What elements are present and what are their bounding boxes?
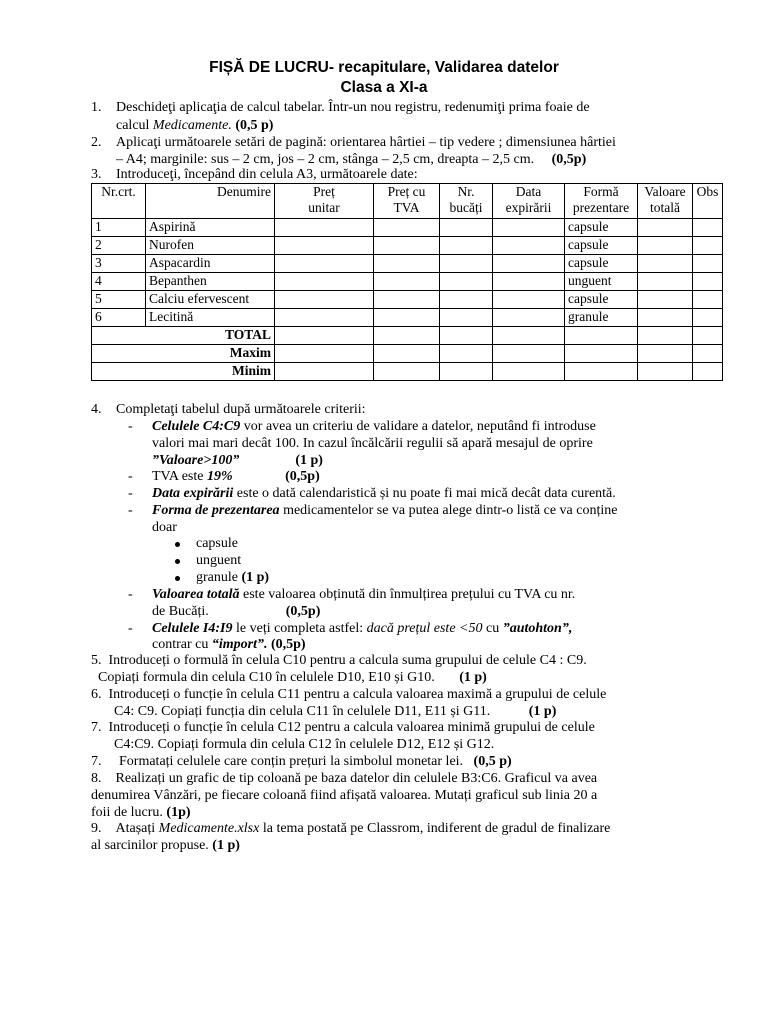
task-7-line1: 7. Introduceți o funcție în celula C12 pentru a calcula valoarea minimă grupului de celule [91,720,595,735]
dash-marker: - [128,621,133,636]
bullet-icon [175,559,180,564]
cell-empty [440,255,493,273]
option-capsule: capsule [196,536,238,551]
cell-empty [275,327,374,345]
task-3-line1: Introduceţi, începând din celula A3, următoarele date: [116,167,418,182]
task-8-line2: denumirea Vânzări, pe fiecare coloană fiind afișată valoarea. Mutați graficul sub linia 20 a [91,788,598,803]
cell-empty [493,309,565,327]
cell-maxim-label: Maxim [92,345,275,363]
task-4-number: 4. [91,402,102,417]
medicine-table [91,183,723,381]
task-1-line1: Deschideţi aplicaţia de calcul tabelar. Într-un nou registru, redenumiţi prima foaie de [116,100,590,115]
cell-empty [693,273,723,291]
header-pret-tva: Preț cu TVA [374,184,440,219]
table-row [92,291,723,309]
cell-empty [493,219,565,237]
cell-empty [275,363,374,381]
task-5-line2: Copiați formula din celula C10 în celulele D10, E10 și G10. (1 p) [98,670,487,685]
cell-empty [440,363,493,381]
cell-empty [493,273,565,291]
task-2-line1: Aplicaţi următoarele setări de pagină: orientarea hârtiei – tip vedere ; dimensiunea hârtiei [116,135,616,150]
cell-empty [440,219,493,237]
task-8-line3: foii de lucru. (1p) [91,805,191,820]
cell-empty [693,345,723,363]
table-row [92,273,723,291]
page-title: FIȘĂ DE LUCRU- recapitulare, Validarea datelor [209,59,559,76]
task-8-line1: 8. Realizați un grafic de tip coloană pe baza datelor din celulele B3:C6. Graficul va avea [91,771,598,786]
criterion-2: TVA este 19% (0,5p) [152,469,320,484]
cell-empty [374,345,440,363]
cell-empty [565,327,638,345]
cell-empty [275,291,374,309]
cell-empty [440,327,493,345]
task-4-intro: Completaţi tabelul după următoarele criterii: [116,402,366,417]
cell-forma: capsule [565,219,638,237]
cell-nr: 3 [92,255,146,273]
cell-forma: unguent [565,273,638,291]
header-valoare: Valoare totală [638,184,693,219]
bullet-icon [175,542,180,547]
bullet-icon [175,576,180,581]
criterion-6-line2: contrar cu “import”. (0,5p) [152,637,306,652]
cell-empty [374,291,440,309]
cell-nr: 2 [92,237,146,255]
criterion-1-line2: valori mai mari decât 100. In cazul încălcării regulii să apară mesajul de oprire [152,436,593,451]
cell-empty [493,363,565,381]
cell-empty [374,219,440,237]
table-row [92,219,723,237]
cell-empty [440,237,493,255]
cell-empty [638,327,693,345]
table-summary-row [92,363,723,381]
task-9-line1: 9. Atașați Medicamente.xlsx la tema postată pe Classrom, indiferent de gradul de finalizare [91,821,611,836]
cell-nr: 1 [92,219,146,237]
task-3-number: 3. [91,167,102,182]
table-header-row [92,184,723,219]
option-unguent: unguent [196,553,242,568]
dash-marker: - [128,486,133,501]
cell-denumire: Nurofen [146,237,275,255]
cell-empty [440,345,493,363]
dash-marker: - [128,503,133,518]
task-2-line2: – A4; marginile: sus – 2 cm, jos – 2 cm, stânga – 2,5 cm, dreapta – 2,5 cm. (0,5p) [116,152,587,167]
cell-empty [493,237,565,255]
header-nr-bucati: Nr. bucăți [440,184,493,219]
cell-denumire: Lecitină [146,309,275,327]
page-subtitle: Clasa a XI-a [340,79,428,96]
task-1-line2: calcul Medicamente. (0,5 p) [116,118,274,133]
cell-empty [374,237,440,255]
cell-empty [440,309,493,327]
cell-total-label: TOTAL [92,327,275,345]
cell-empty [493,291,565,309]
header-obs: Obs [693,184,723,219]
task-9-line2: al sarcinilor propuse. (1 p) [91,838,240,853]
task-7b-line1: 7. Formatați celulele care conțin prețuri la simbolul monetar lei. (0,5 p) [91,754,512,769]
cell-empty [693,291,723,309]
cell-empty [275,255,374,273]
cell-empty [693,255,723,273]
cell-nr: 5 [92,291,146,309]
cell-empty [374,327,440,345]
task-1-number: 1. [91,100,102,115]
cell-empty [493,327,565,345]
criterion-3: Data expirării este o dată calendaristică și nu poate fi mai mică decât data curentă. [152,486,616,501]
cell-nr: 6 [92,309,146,327]
criterion-1-line3: ”Valoare>100” (1 p) [152,453,323,468]
cell-empty [374,273,440,291]
cell-empty [275,309,374,327]
table-summary-row [92,345,723,363]
cell-empty [693,237,723,255]
cell-empty [275,237,374,255]
cell-minim-label: Minim [92,363,275,381]
task-6-line1: 6. Introduceți o funcție în celula C11 pentru a calcula valoarea maximă a grupului de celule [91,687,607,702]
dash-marker: - [128,419,133,434]
cell-empty [638,255,693,273]
cell-denumire: Calciu efervescent [146,291,275,309]
task-6-line2: C4: C9. Copiați funcția din celula C11 în celulele D11, E11 și G11. (1 p) [114,704,557,719]
cell-empty [374,255,440,273]
criterion-5-line2: de Bucăți. (0,5p) [152,604,321,619]
cell-empty [374,363,440,381]
task-2-number: 2. [91,135,102,150]
cell-empty [374,309,440,327]
cell-empty [638,237,693,255]
table-row [92,309,723,327]
task-5-line1: 5. Introduceți o formulă în celula C10 pentru a calcula suma grupului de celule C4 : C9. [91,653,587,668]
cell-empty [693,363,723,381]
cell-empty [638,309,693,327]
cell-empty [638,363,693,381]
table-row [92,255,723,273]
criterion-4-line2: doar [152,520,177,535]
cell-empty [440,291,493,309]
criterion-4-line1: Forma de prezentarea medicamentelor se va putea alege dintr-o listă ce va conține [152,503,618,518]
cell-empty [693,327,723,345]
cell-denumire: Aspacardin [146,255,275,273]
table-row [92,237,723,255]
cell-empty [565,345,638,363]
cell-empty [440,273,493,291]
cell-empty [693,309,723,327]
cell-empty [275,345,374,363]
dash-marker: - [128,469,133,484]
table-summary-row [92,327,723,345]
cell-denumire: Aspirină [146,219,275,237]
cell-empty [693,219,723,237]
cell-forma: granule [565,309,638,327]
cell-empty [275,219,374,237]
header-nr: Nr.crt. [92,184,146,219]
cell-forma: capsule [565,255,638,273]
criterion-1-line1: Celulele C4:C9 vor avea un criteriu de validare a datelor, neputând fi introduse [152,419,596,434]
header-forma: Formă prezentare [565,184,638,219]
cell-empty [638,291,693,309]
cell-empty [493,345,565,363]
cell-forma: capsule [565,237,638,255]
cell-empty [565,363,638,381]
cell-nr: 4 [92,273,146,291]
header-pret-unitar: Preț unitar [275,184,374,219]
cell-empty [638,219,693,237]
cell-empty [493,255,565,273]
cell-denumire: Bepanthen [146,273,275,291]
cell-forma: capsule [565,291,638,309]
cell-empty [638,273,693,291]
option-granule: granule (1 p) [196,570,270,585]
task-7-line2: C4:C9. Copiați formula din celula C12 în celulele D12, E12 și G12. [114,737,495,752]
criterion-5-line1: Valoarea totală este valoarea obținută din înmulțirea prețului cu TVA cu nr. [152,587,576,602]
header-data-expirarii: Data expirării [493,184,565,219]
dash-marker: - [128,587,133,602]
criterion-6-line1: Celulele I4:I9 le veți completa astfel: dacă prețul este <50 cu ”autohton”, [152,621,573,636]
cell-empty [275,273,374,291]
cell-empty [638,345,693,363]
header-denumire: Denumire [146,184,275,219]
